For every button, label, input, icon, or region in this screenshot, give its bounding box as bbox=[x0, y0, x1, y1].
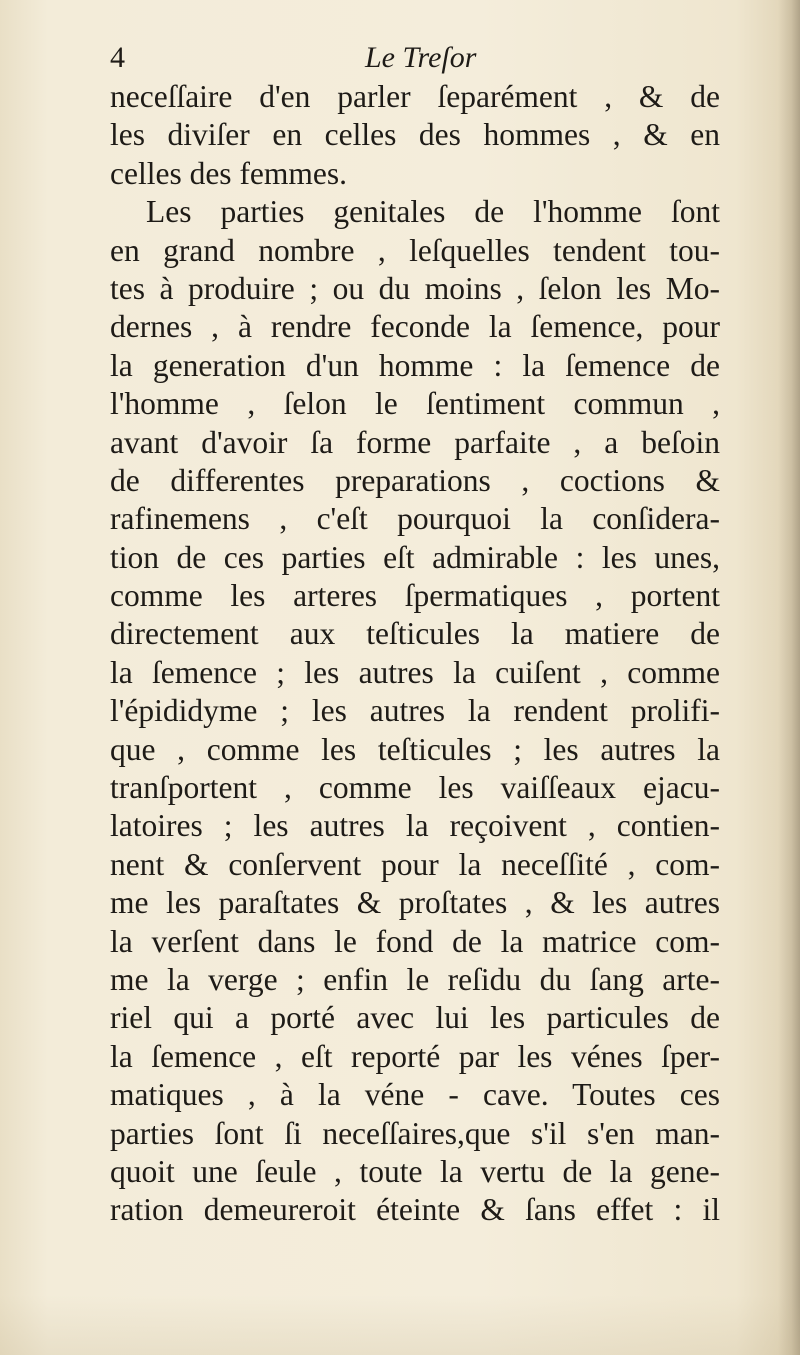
text-line: me la verge ; enfin le reſidu du ſang arte- bbox=[110, 961, 720, 997]
text-line: l'épididyme ; les autres la rendent prolifi- bbox=[110, 693, 720, 729]
running-title: Le Treſor bbox=[365, 41, 477, 74]
text-line: dernes , à rendre feconde la ſemence, pour bbox=[110, 309, 720, 345]
page-number: 4 bbox=[110, 41, 125, 74]
text-line: avant d'avoir ſa forme parfaite , a beſoin bbox=[110, 424, 720, 460]
text-line: latoires ; les autres la reçoivent , contien- bbox=[110, 808, 720, 844]
text-line: matiques , à la véne - cave. Toutes ces bbox=[110, 1077, 720, 1113]
text-line: en grand nombre , leſquelles tendent tou- bbox=[110, 232, 720, 268]
page-bottom-shade bbox=[0, 1295, 800, 1355]
text-line: les diviſer en celles des hommes , & en bbox=[110, 117, 720, 153]
text-line: parties ſont ſi neceſſaires,que s'il s'en man- bbox=[110, 1115, 720, 1151]
text-line: que , comme les teſticules ; les autres la bbox=[110, 731, 720, 767]
page-header bbox=[110, 36, 720, 80]
text-line: ration demeureroit éteinte & ſans effet : il bbox=[110, 1192, 720, 1228]
text-line: riel qui a porté avec lui les particules de bbox=[110, 1000, 720, 1036]
text-line: de differentes preparations , coctions & bbox=[110, 462, 720, 498]
page-edge-shadow bbox=[778, 0, 800, 1355]
text-line: tranſportent , comme les vaiſſeaux ejacu- bbox=[110, 770, 720, 806]
text-line: tes à produire ; ou du moins , ſelon les Mo- bbox=[110, 270, 720, 306]
text-line: rafinemens , c'eſt pourquoi la conſidera- bbox=[110, 501, 720, 537]
text-line: la ſemence ; les autres la cuiſent , comme bbox=[110, 654, 720, 690]
body-text bbox=[110, 78, 720, 1230]
text-line: directement aux teſticules la matiere de bbox=[110, 616, 720, 652]
text-line: neceſſaire d'en parler ſeparément , & de bbox=[110, 79, 720, 114]
text-line: comme les arteres ſpermatiques , portent bbox=[110, 578, 720, 614]
text-line: nent & conſervent pour la neceſſité , com- bbox=[110, 846, 720, 882]
text-line: celles des femmes. bbox=[110, 155, 348, 191]
paragraph-first-line: Les parties genitales de l'homme ſont bbox=[146, 194, 720, 230]
text-line: me les paraſtates & proſtates , & les autres bbox=[110, 885, 720, 921]
text-line: l'homme , ſelon le ſentiment commun , bbox=[110, 386, 720, 422]
text-line: la verſent dans le fond de la matrice com- bbox=[110, 923, 720, 959]
text-line: quoit une ſeule , toute la vertu de la gene- bbox=[110, 1153, 720, 1189]
text-line: la ſemence , eſt reporté par les vénes ſper- bbox=[110, 1038, 720, 1074]
text-line: tion de ces parties eſt admirable : les unes, bbox=[110, 539, 720, 575]
text-line: la generation d'un homme : la ſemence de bbox=[110, 347, 720, 383]
